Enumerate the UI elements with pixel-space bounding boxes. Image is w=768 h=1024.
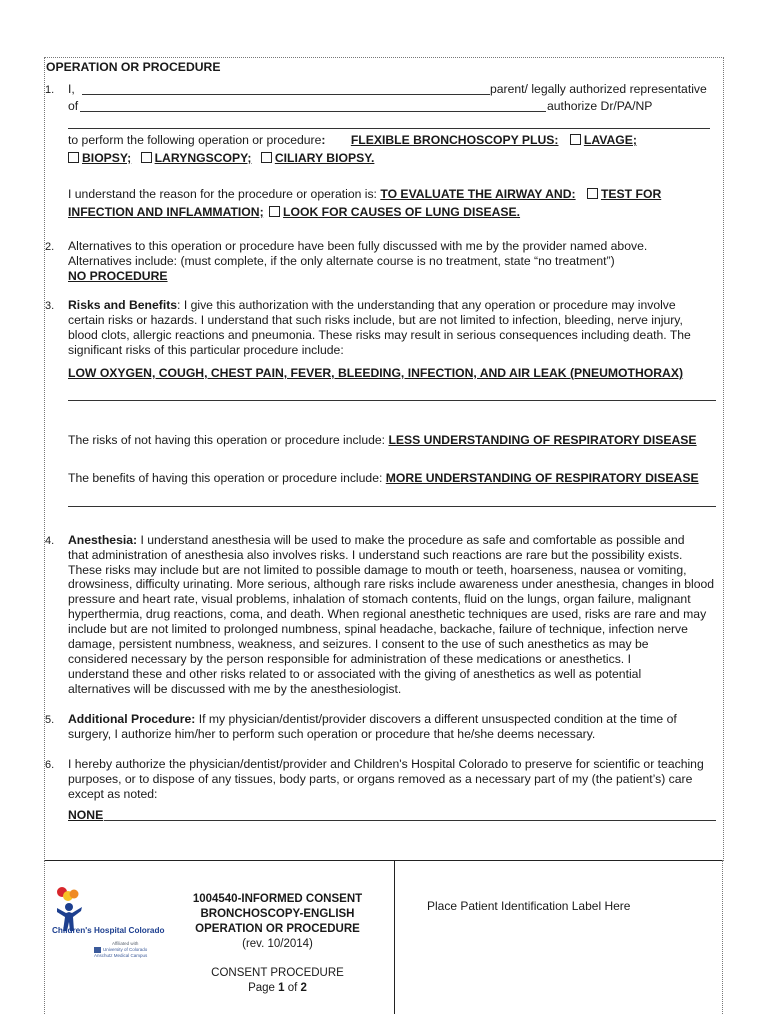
form-number-title: 1004540-INFORMED CONSENT xyxy=(192,893,363,905)
additional-line-2: surgery, I authorize him/her to perform such operation or procedure that he/she deems necessary. xyxy=(68,727,596,741)
item-number: 6. xyxy=(45,759,55,771)
item-number: 5. xyxy=(45,714,55,726)
procedure-options-row xyxy=(66,151,374,166)
risks-extra-line[interactable] xyxy=(68,400,716,401)
benefits-row xyxy=(68,471,699,486)
additional-heading: Additional Procedure: xyxy=(68,712,196,726)
perform-procedure-row xyxy=(68,133,637,148)
page-number xyxy=(170,981,385,995)
item-number: 3. xyxy=(45,300,55,312)
reason-lung-disease: LOOK FOR CAUSES OF LUNG DISEASE. xyxy=(283,205,521,219)
reason-row xyxy=(68,187,661,202)
lung-disease-checkbox[interactable] xyxy=(269,206,280,217)
anesthesia-line: include but are not limited to prolonged numbness, spinal headache, backache, failure of technique, infection nerve xyxy=(68,622,688,636)
risks-line-3: blood clots, allergic reactions and pneumonia. These risks may result in serious consequences including death. The xyxy=(68,328,691,342)
tissue-line-2: purposes, or to dispose of any tissues, body parts, or organs removed as a necessary part of my (the patient’s) care xyxy=(68,772,693,786)
logo-hospital-name: Children's Hospital Colorado xyxy=(52,926,165,935)
page-total: 2 xyxy=(300,982,307,994)
patient-prefix: of xyxy=(68,99,79,113)
laryngoscopy-checkbox[interactable] xyxy=(141,152,152,163)
risks-not-having-row xyxy=(68,433,697,448)
perform-procedure-text: to perform the following operation or procedure xyxy=(68,133,322,147)
logo-university-text: University of Colorado Anschutz Medical Campus xyxy=(94,947,148,958)
risks-heading: Risks and Benefits xyxy=(68,298,178,312)
footer-column-divider xyxy=(394,860,395,1014)
anesthesia-line-1 xyxy=(68,533,685,548)
anesthesia-line: alternatives will be discussed with me by the anesthesiologist. xyxy=(68,682,402,696)
reason-prefix: I understand the reason for the procedure or operation is: xyxy=(68,187,377,201)
additional-line-1 xyxy=(68,712,677,727)
test-for-checkbox[interactable] xyxy=(587,188,598,199)
tissue-exception-field[interactable] xyxy=(104,820,716,821)
biopsy-checkbox[interactable] xyxy=(68,152,79,163)
logo-figure-head xyxy=(65,903,73,911)
anesthesia-line-1-text: I understand anesthesia will be used to make the procedure as safe and comfortable as possible and xyxy=(137,533,685,547)
patient-label-placeholder: Place Patient Identification Label Here xyxy=(427,899,631,913)
guardian-prefix: I, xyxy=(68,82,75,96)
form-title-line-2: BRONCHOSCOPY-ENGLISH xyxy=(200,908,355,920)
anesthesia-line: drowsiness, difficulty urinating. More serious, although rare risks include awareness under anesthesia, changes in blood xyxy=(68,577,715,591)
lavage-label: LAVAGE; xyxy=(583,133,637,147)
perform-colon: : xyxy=(321,133,326,147)
footer-left-border xyxy=(44,860,45,1014)
logo-affiliation: Affiliated with xyxy=(112,941,139,946)
risks-not-having-answer: LESS UNDERSTANDING OF RESPIRATORY DISEASE xyxy=(388,433,697,447)
benefits-extra-line[interactable] xyxy=(68,506,716,507)
page-prefix: Page xyxy=(248,982,279,994)
anesthesia-line: considered necessary by the person responsible for administration of these medications or anesthetics. I xyxy=(68,652,631,666)
anesthesia-line: hyperthermia, drug reactions, coma, and death. When regional anesthetic techniques are used, risks are rare and may xyxy=(68,607,707,621)
anesthesia-heading: Anesthesia: xyxy=(68,533,138,547)
alternatives-answer: NO PROCEDURE xyxy=(68,269,168,283)
procedure-name: FLEXIBLE BRONCHOSCOPY PLUS: xyxy=(350,133,559,147)
anesthesia-line: that administration of anesthesia also involves risks. I understand such reactions are rare but the possibility exists. xyxy=(68,548,683,562)
anesthesia-line: understand these and other risks related to or associated with the giving of anesthetics as well as potential xyxy=(68,667,642,681)
footer-divider xyxy=(44,860,723,861)
page-of: of xyxy=(284,982,301,994)
ciliary-biopsy-checkbox[interactable] xyxy=(261,152,272,163)
risks-not-having-prefix: The risks of not having this operation or procedure include: xyxy=(68,433,386,447)
form-title-line-3: OPERATION OR PROCEDURE xyxy=(195,923,360,935)
benefits-answer: MORE UNDERSTANDING OF RESPIRATORY DISEASE xyxy=(385,471,699,485)
additional-line-1-text: If my physician/dentist/provider discovers a different unsuspected condition at the time of xyxy=(195,712,677,726)
item-number: 4. xyxy=(45,535,55,547)
reason-test-for: TEST FOR xyxy=(600,187,662,201)
patient-name-field[interactable] xyxy=(80,111,546,112)
risks-line-2: certain risks or hazards. I understand that such risks include, but are not limited to infection, bleeding, nerve injury, xyxy=(68,313,683,327)
form-revision: (rev. 10/2014) xyxy=(242,938,313,950)
risks-line-1 xyxy=(68,298,676,313)
tissue-line-3: except as noted: xyxy=(68,787,158,801)
page-current: 1 xyxy=(278,982,285,994)
item-number: 1. xyxy=(45,84,55,96)
form-category: CONSENT PROCEDURE xyxy=(211,967,344,979)
benefits-prefix: The benefits of having this operation or procedure include: xyxy=(68,471,383,485)
alternatives-line-1: Alternatives to this operation or procedure have been fully discussed with me by the provider named above. xyxy=(68,239,648,253)
reason-infection: INFECTION AND INFLAMMATION; xyxy=(68,205,264,219)
guardian-role-text: parent/ legally authorized representative xyxy=(490,82,707,96)
logo-university xyxy=(94,947,150,958)
reason-evaluate: TO EVALUATE THE AIRWAY AND: xyxy=(380,187,576,201)
risks-line-1-text: : I give this authorization with the understanding that any operation or procedure may involve xyxy=(177,298,676,312)
anesthesia-line: pressure and heart rate, visual problems, inhalation of stomach contents, fluid on the lungs, organ failure, malignant xyxy=(68,592,691,606)
guardian-name-field[interactable] xyxy=(82,94,490,95)
authorize-provider-text: authorize Dr/PA/NP xyxy=(547,99,653,113)
anesthesia-line: These risks may include but are not limited to possible damage to mouth or teeth, hoarseness, nausea or vomiting, xyxy=(68,563,687,577)
significant-risks-answer: LOW OXYGEN, COUGH, CHEST PAIN, FEVER, BLEEDING, INFECTION, AND AIR LEAK (PNEUMOTHORAX) xyxy=(68,366,684,380)
risks-line-4: significant risks of this particular procedure include: xyxy=(68,343,344,357)
laryngoscopy-label: LARYNGSCOPY; xyxy=(154,151,252,165)
section-title: OPERATION OR PROCEDURE xyxy=(46,60,221,74)
item-number: 2. xyxy=(45,241,55,253)
lavage-checkbox[interactable] xyxy=(570,134,581,145)
alternatives-line-2: Alternatives include: (must complete, if the only alternate course is no treatment, state “no treatment”) xyxy=(68,254,615,268)
reason-row-2 xyxy=(68,205,520,220)
biopsy-label: BIOPSY; xyxy=(82,151,132,165)
provider-name-field[interactable] xyxy=(68,128,710,129)
anesthesia-line: damage, persistent numbness, weakness, and seizures. I consent to the use of such anesthetics as may be xyxy=(68,637,649,651)
logo-balloon-orange xyxy=(70,890,79,899)
footer-right-border xyxy=(722,860,723,1014)
tissue-exception-answer: NONE xyxy=(68,808,104,822)
ciliary-biopsy-label: CILIARY BIOPSY. xyxy=(274,151,375,165)
tissue-line-1: I hereby authorize the physician/dentist/provider and Children's Hospital Colorado to preserve for scientific or teaching xyxy=(68,757,704,771)
